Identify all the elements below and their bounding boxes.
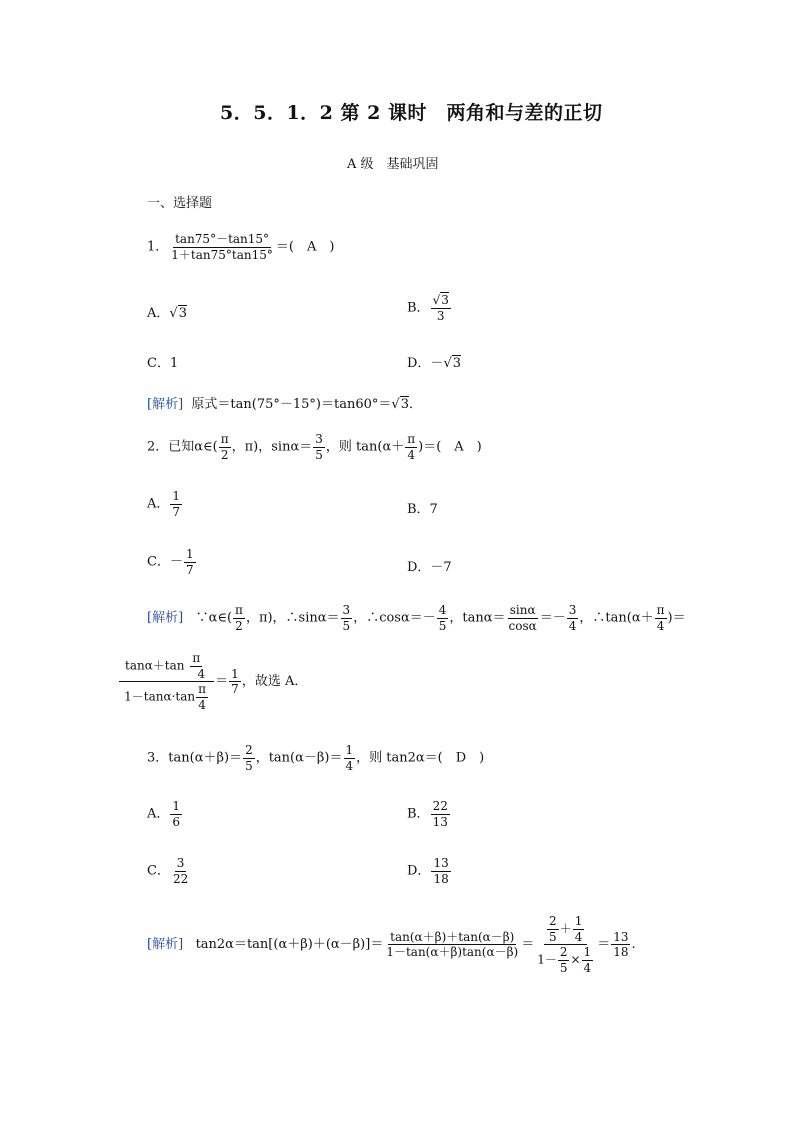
denominator: 5 — [315, 447, 323, 462]
q2-text: ，则 tan(α＋ — [325, 439, 405, 455]
denominator: 2 — [235, 618, 243, 633]
fraction — [344, 744, 356, 772]
equals: ＝ — [521, 937, 535, 953]
option-label: C．－ — [147, 554, 183, 570]
q2-answer: )＝( A ) — [418, 439, 482, 455]
option-label: D． — [407, 863, 431, 879]
explanation-text: ，故选 A． — [241, 674, 308, 690]
denominator: 18 — [433, 871, 449, 886]
option-label: A． — [147, 806, 170, 822]
numerator: 2 — [245, 743, 253, 757]
option-label: A． — [147, 496, 170, 512]
jiexi-tag: [解析] — [147, 937, 184, 953]
q3-lead: 3．tan(α＋β)＝ — [147, 750, 243, 766]
denominator: cosα — [508, 618, 537, 633]
q1-number: 1． — [147, 239, 169, 255]
denominator: 7 — [172, 504, 181, 519]
denominator: 1－tan(α＋β)tan(α－β) — [386, 945, 519, 960]
denominator: 13 — [432, 814, 448, 829]
q1-fraction — [169, 233, 275, 261]
explanation-end: ． — [408, 397, 422, 412]
q3-option-c — [147, 857, 191, 885]
fraction — [170, 800, 182, 828]
q2-option-c — [147, 548, 197, 576]
fraction — [507, 604, 539, 632]
explanation-text: ，tanα＝ — [449, 610, 506, 626]
fraction — [341, 604, 353, 632]
denominator: 4 — [198, 697, 206, 712]
option-label: D．－ — [407, 356, 444, 371]
q3-explanation — [147, 915, 636, 974]
denominator: 2 — [220, 447, 229, 462]
sqrt-icon: √ — [169, 306, 178, 321]
explanation-text: )＝ — [667, 610, 686, 626]
numerator: sinα — [509, 603, 536, 617]
level-heading: A 级 基础巩固 — [347, 157, 439, 172]
denominator: 7 — [231, 682, 239, 697]
times: × — [570, 952, 581, 967]
denominator-text: 1－tanα·tan — [124, 689, 196, 704]
q1-explanation — [147, 393, 422, 412]
page-title: 5．5．1．2 第 2 课时 两角和与差的正切 — [220, 102, 603, 124]
question-3 — [147, 744, 484, 772]
fraction — [171, 857, 190, 885]
fraction — [243, 744, 255, 772]
fraction — [229, 668, 241, 696]
numerator: π — [235, 603, 243, 617]
q2-text: ，π)，sinα＝ — [231, 439, 313, 455]
period: . — [631, 937, 636, 953]
plus: ＋ — [559, 921, 572, 936]
numerator: π — [198, 682, 206, 697]
denominator: 4 — [574, 929, 583, 944]
denominator: 7 — [185, 562, 194, 577]
numerator: 1 — [231, 666, 239, 681]
denominator: 5 — [438, 618, 447, 633]
jiexi-tag: [解析] — [147, 610, 184, 626]
radicand: 3 — [400, 397, 409, 412]
denominator: 6 — [172, 814, 181, 829]
denominator: 5 — [559, 960, 568, 975]
numerator: 1 — [583, 945, 592, 960]
denominator: 5 — [245, 758, 253, 773]
fraction — [405, 433, 417, 461]
numerator: 1 — [172, 799, 181, 813]
numerator: 3 — [342, 603, 351, 617]
q1-answer: ＝( A ) — [275, 239, 335, 255]
denominator: 4 — [407, 447, 415, 462]
radicand: 3 — [452, 356, 462, 371]
q3-option-b — [407, 800, 451, 828]
q2-option-a — [147, 490, 183, 518]
numerator: 1 — [172, 489, 181, 503]
compound-fraction — [535, 915, 596, 974]
fraction — [233, 604, 245, 632]
denominator: 4 — [568, 618, 577, 633]
numerator: 1 — [345, 743, 354, 757]
fraction — [384, 931, 520, 959]
explanation-text: ＝ — [215, 674, 229, 690]
numerator: 1 — [185, 547, 194, 561]
q1-option-a — [147, 302, 187, 321]
big-fraction — [119, 652, 214, 711]
denominator: 5 — [342, 618, 351, 633]
explanation-text: 原式＝tan(75°－15°)＝tan60°＝ — [191, 397, 392, 412]
section-heading: 一、选择题 — [147, 196, 213, 211]
q3-option-d — [407, 857, 452, 885]
q2-option-d: D．－7 — [407, 560, 452, 575]
denominator: 4 — [197, 666, 206, 681]
numerator: tan(α＋β)＋tan(α－β) — [390, 929, 515, 944]
denominator: 18 — [613, 945, 629, 960]
explanation-text: tan2α＝tan[(α＋β)＋(α－β)]＝ — [195, 937, 384, 953]
fraction — [219, 433, 231, 461]
fraction — [655, 604, 667, 632]
numerator: 3 — [568, 603, 577, 617]
fraction — [313, 433, 325, 461]
numerator: 13 — [433, 856, 449, 870]
q1-denominator: 1＋tan75°tan15° — [171, 247, 273, 262]
explanation-text: ＝－ — [539, 610, 566, 626]
q3-answer: ，则 tan2α＝( D ) — [356, 750, 485, 766]
radicand: 3 — [441, 293, 449, 307]
q3-option-a — [147, 800, 183, 828]
option-label: A． — [147, 306, 170, 321]
numerator: 3 — [176, 856, 185, 870]
denominator: 22 — [172, 871, 189, 886]
q1-option-b — [407, 294, 452, 322]
q3-text: ，tan(α－β)＝ — [255, 750, 343, 766]
numerator: π — [656, 603, 665, 617]
explanation-text: ∵α∈( — [195, 610, 233, 626]
option-label: B． — [407, 300, 430, 316]
explanation-text: ，∴tan(α＋ — [579, 610, 654, 626]
q2-lead: 2．已知α∈( — [147, 439, 218, 455]
numerator: π — [407, 432, 416, 446]
question-2 — [147, 433, 482, 461]
q1-option-d — [407, 352, 461, 371]
jiexi-tag: [解析] — [147, 397, 184, 412]
explanation-text: ，π)，∴sinα＝ — [245, 610, 340, 626]
denominator: 5 — [549, 929, 557, 944]
q2-explanation-line1 — [147, 604, 686, 632]
fraction — [611, 931, 630, 959]
equals: ＝ — [597, 937, 611, 953]
numerator: 1 — [574, 914, 583, 928]
radicand: 3 — [178, 306, 187, 321]
sqrt-icon: √ — [391, 397, 400, 412]
fraction — [431, 294, 451, 322]
sqrt-icon: √ — [443, 356, 452, 371]
sqrt-icon: √ — [432, 293, 441, 307]
q2-explanation-line2 — [118, 652, 307, 711]
denominator: 4 — [583, 960, 592, 975]
question-1 — [147, 233, 334, 261]
q1-option-c: C．1 — [147, 356, 179, 371]
numerator: 2 — [549, 914, 557, 928]
fraction — [431, 857, 450, 885]
q2-option-b: B．7 — [407, 502, 438, 517]
explanation-text: ，∴cosα＝－ — [353, 610, 436, 626]
fraction — [431, 800, 450, 828]
numerator: 3 — [315, 432, 323, 446]
fraction — [437, 604, 449, 632]
fraction — [567, 604, 579, 632]
option-label: C． — [147, 863, 170, 879]
numerator: 13 — [613, 929, 629, 944]
numerator: 2 — [559, 945, 568, 960]
numerator-text: tanα＋tan — [125, 658, 185, 673]
numerator: π — [220, 432, 229, 446]
fraction — [170, 490, 182, 518]
option-label: B． — [407, 806, 430, 822]
denominator: 4 — [656, 618, 665, 633]
denominator: 4 — [345, 758, 354, 773]
denominator: 3 — [436, 308, 445, 323]
q1-numerator: tan75°－tan15° — [175, 232, 270, 246]
minus: 1－ — [537, 952, 557, 967]
numerator: 4 — [438, 603, 447, 617]
numerator: π — [192, 651, 201, 665]
numerator: 22 — [432, 799, 448, 813]
fraction — [184, 548, 196, 576]
